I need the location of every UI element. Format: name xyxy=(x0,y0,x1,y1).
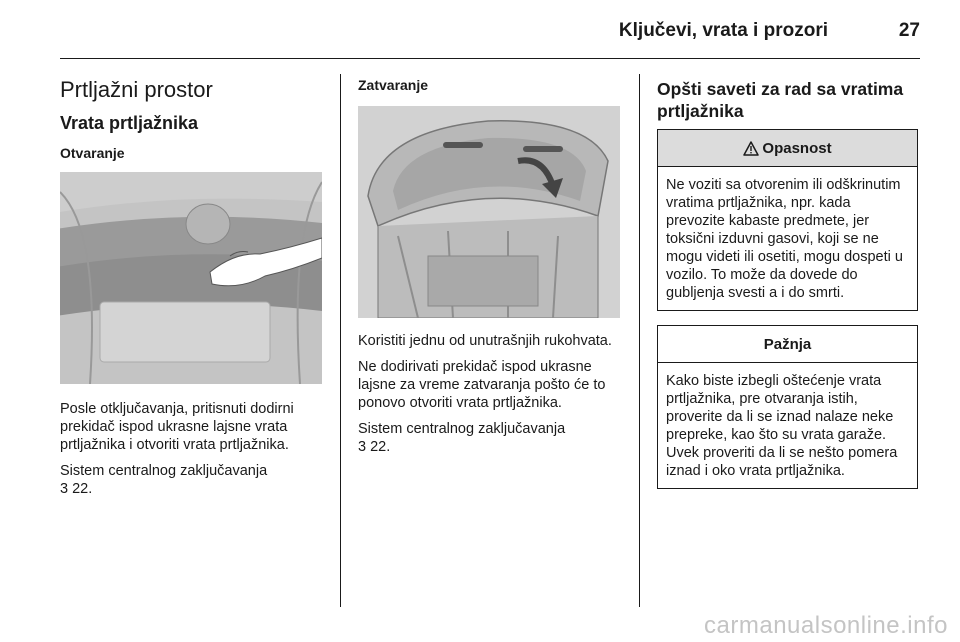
opening-paragraph: Posle otključavanja, pritisnuti dodirni prekidač ispod ukrasne lajsne vrata prtljažnika i otvoriti vrata prtljažnika. xyxy=(60,401,294,453)
watermark: carmanualsonline.info xyxy=(704,612,948,639)
column-general-advice xyxy=(657,74,919,489)
subsection-title: Vrata prtljažnika xyxy=(60,113,199,133)
opening-reference: Sistem centralnog zaključavanja 3 22. xyxy=(60,463,268,497)
column-closing xyxy=(358,74,620,456)
caution-notice xyxy=(657,325,918,489)
danger-header xyxy=(658,130,917,167)
danger-text: Ne voziti sa otvorenim ili odškrinutim vratima prtljažnika, npr. kada prevozite kabaste predmete, jer toksični izduvni gasovi, koji se ne mogu videti ili osetiti, mogu dospeti u vozilo. To može da dovede do gubljenja svesti a i do smrti. xyxy=(666,177,903,301)
danger-notice xyxy=(657,129,918,311)
tailgate-closing-drawing xyxy=(358,106,620,318)
caution-text: Kako biste izbegli oštećenje vrata prtljažnika, pre otvaranja istih, proverite da li se iznad nalaze neke prepreke, kao što su vrata garaže. Uvek proveriti da li se nešto pomera iznad i oko vrata prtljažnika. xyxy=(666,373,898,479)
warning-triangle-icon xyxy=(743,141,759,156)
column-divider-left xyxy=(340,74,341,607)
page-number: 27 xyxy=(898,20,920,41)
header-rule xyxy=(60,58,920,59)
general-advice-title: Opšti saveti za rad sa vratima prtljažnika xyxy=(657,79,904,121)
caution-header xyxy=(658,326,917,363)
tailgate-opening-drawing xyxy=(60,172,322,384)
closing-reference: Sistem centralnog zaključavanja 3 22. xyxy=(358,421,566,455)
tailgate-opening-illustration xyxy=(60,172,322,384)
opening-heading: Otvaranje xyxy=(60,145,125,161)
column-opening xyxy=(60,74,322,498)
section-title: Prtljažni prostor xyxy=(60,77,213,102)
header-title: Ključevi, vrata i prozori xyxy=(618,20,828,41)
closing-paragraph-1: Koristiti jednu od unutrašnjih rukohvata. xyxy=(358,333,612,349)
closing-paragraph-2: Ne dodirivati prekidač ispod ukrasne lajsne za vreme zatvaranja pošto će to ponovo otvoriti vrata prtljažnika. xyxy=(358,359,606,411)
closing-heading: Zatvaranje xyxy=(358,77,429,93)
caution-label: Pažnja xyxy=(763,335,812,353)
danger-label: Opasnost xyxy=(762,139,832,157)
tailgate-closing-illustration xyxy=(358,106,620,318)
column-divider-right xyxy=(639,74,640,607)
